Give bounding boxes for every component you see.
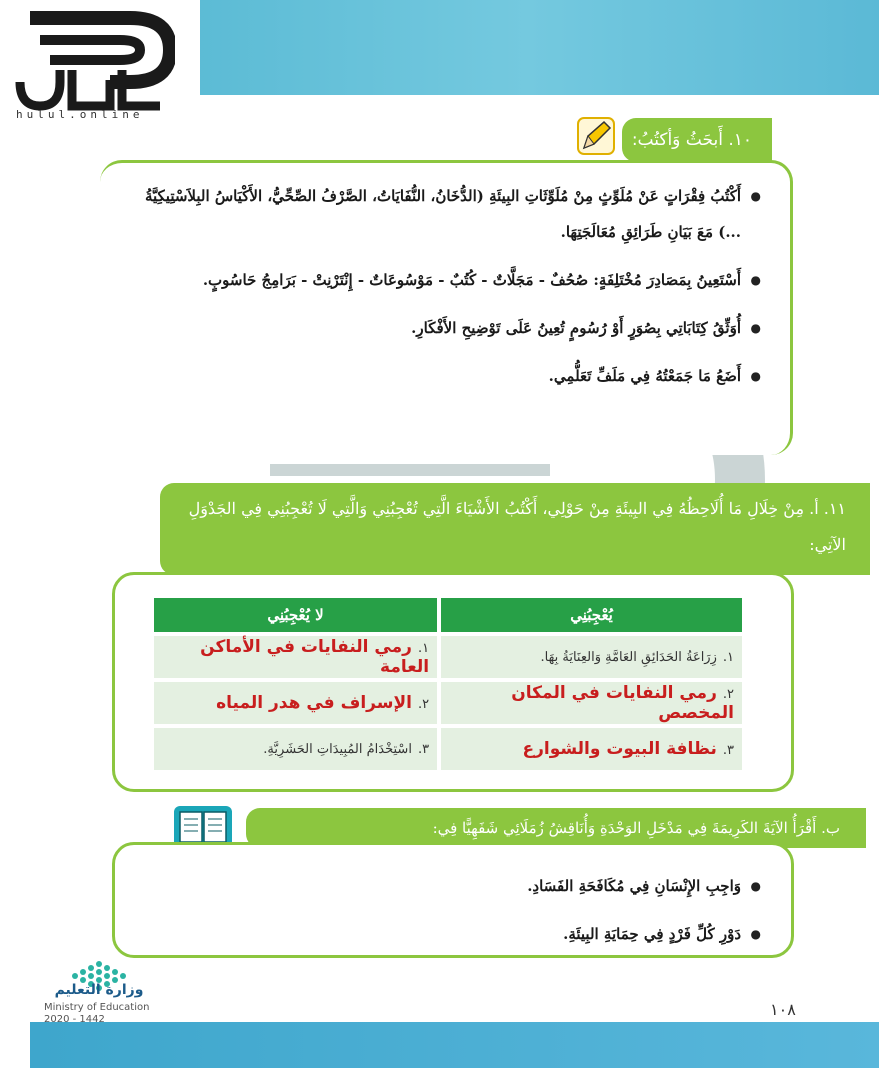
bottom-band <box>30 1022 879 1068</box>
table-cell-dislike[interactable] <box>154 636 437 678</box>
row-number: ٣. <box>417 741 430 757</box>
table-cell-dislike[interactable] <box>154 682 437 724</box>
hulul-logo-icon <box>10 10 175 122</box>
cell-text: زِرَاعَةُ الحَدَائِقِ العَامَّةِ وَالعِنَايَةُ بِهَا. <box>540 649 717 665</box>
list-item: ● أَكْتُبُ فِقْرَاتٍ عَنْ مُلَوِّثٍ مِنْ مُلَوِّثَاتِ البِيئَةِ (الدُّخَانُ، النُّفَايَاتُ، الصَّرْفُ الصِّحِّيُّ، الأَكْيَاسُ البِلاَسْتِيكِيَّةُ ...) مَعَ بَيَانِ طَرَائِقِ مُعَالَجَتِهَا. <box>121 178 761 250</box>
list-item: ● أَضَعُ مَا جَمَعْتُهُ فِي مَلَفِّ تَعَلُّمِي. <box>121 358 761 394</box>
row-number: ١. <box>417 641 430 656</box>
row-number: ١. <box>722 649 734 665</box>
section-10-title: ١٠. أَبحَثُ وَأكتُبُ: <box>622 118 772 162</box>
table-row <box>154 728 742 770</box>
list-item: ● أَسْتَعِينُ بِمَصَادِرَ مُخْتَلِفَةٍ: صُحُفٌ - مَجَلَّاتٌ - كُتُبٌ - مَوْسُوعَاتٌ - إِنْتَرْنِتْ - بَرَامِجُ حَاسُوبٍ. <box>121 262 761 298</box>
handwritten-answer: الإسراف في هدر المياه <box>216 693 412 713</box>
pencil-icon <box>574 114 618 158</box>
ministry-years: 2020 - 1442 <box>44 1014 105 1025</box>
row-number: ٢. <box>417 697 430 712</box>
table-header-like: يُعْجِبُنِي <box>441 598 742 632</box>
section-10-bullets <box>121 178 761 406</box>
cell-text: اسْتِخْدَامُ المُبِيدَاتِ الحَشَرِيَّةِ. <box>263 741 412 757</box>
handwritten-answer: رمي النفايات في الأماكن العامة <box>200 637 430 677</box>
table-cell-like[interactable] <box>441 636 742 678</box>
row-number: ٢. <box>722 687 734 702</box>
list-item: ● دَوْرِ كُلِّ فَرْدٍ فِي حِمَايَةِ البِيئَةِ. <box>161 916 761 952</box>
table-cell-like[interactable] <box>441 728 742 770</box>
section-11-prompt: ١١. أ. مِنْ خِلَالِ مَا أُلَاحِظُهُ فِي البِيئَةِ مِنْ حَوْلِي، أَكْتُبُ الأَشْيَاءَ الَّتِي تُعْجِبُنِي وَالَّتِي لَا تُعْجِبُنِي فِي الجَدْوَلِ الآتِي: <box>160 483 870 575</box>
row-number: ٣. <box>722 743 734 758</box>
handwritten-answer: نظافة البيوت والشوارع <box>522 739 717 759</box>
table-cell-like[interactable] <box>441 682 742 724</box>
table-cell-dislike[interactable] <box>154 728 437 770</box>
list-item: ● أُوَثِّقُ كِتَابَاتِي بِصُوَرٍ أَوْ رُسُومٍ تُعِينُ عَلَى تَوْضِيحِ الأَفْكَارِ. <box>121 310 761 346</box>
ministry-name-en: Ministry of Education <box>44 1002 150 1013</box>
section-b-prompt: ب. أَقْرَأُ الآيَةَ الكَرِيمَةَ فِي مَدْخَلِ الوَحْدَةِ وَأُنَاقِشُ زُمَلَائِي شَفَهِيًّا فِي: <box>246 808 866 848</box>
list-item: ● وَاجِبِ الإِنْسَانِ فِي مُكَافَحَةِ الفَسَادِ. <box>161 868 761 904</box>
table-header-dislike: لا يُعْجِبُنِي <box>154 598 437 632</box>
likes-dislikes-table <box>150 594 746 774</box>
table-row <box>154 682 742 724</box>
page-number: ١٠٨ <box>770 1000 796 1019</box>
table-row <box>154 636 742 678</box>
handwritten-answer: رمي النفايات في المكان المخصص <box>511 683 734 723</box>
logo-site-text: hulul.online <box>16 108 144 121</box>
ministry-name-ar: وزارة التعليم <box>54 982 144 998</box>
section-b-bullets <box>161 868 761 964</box>
